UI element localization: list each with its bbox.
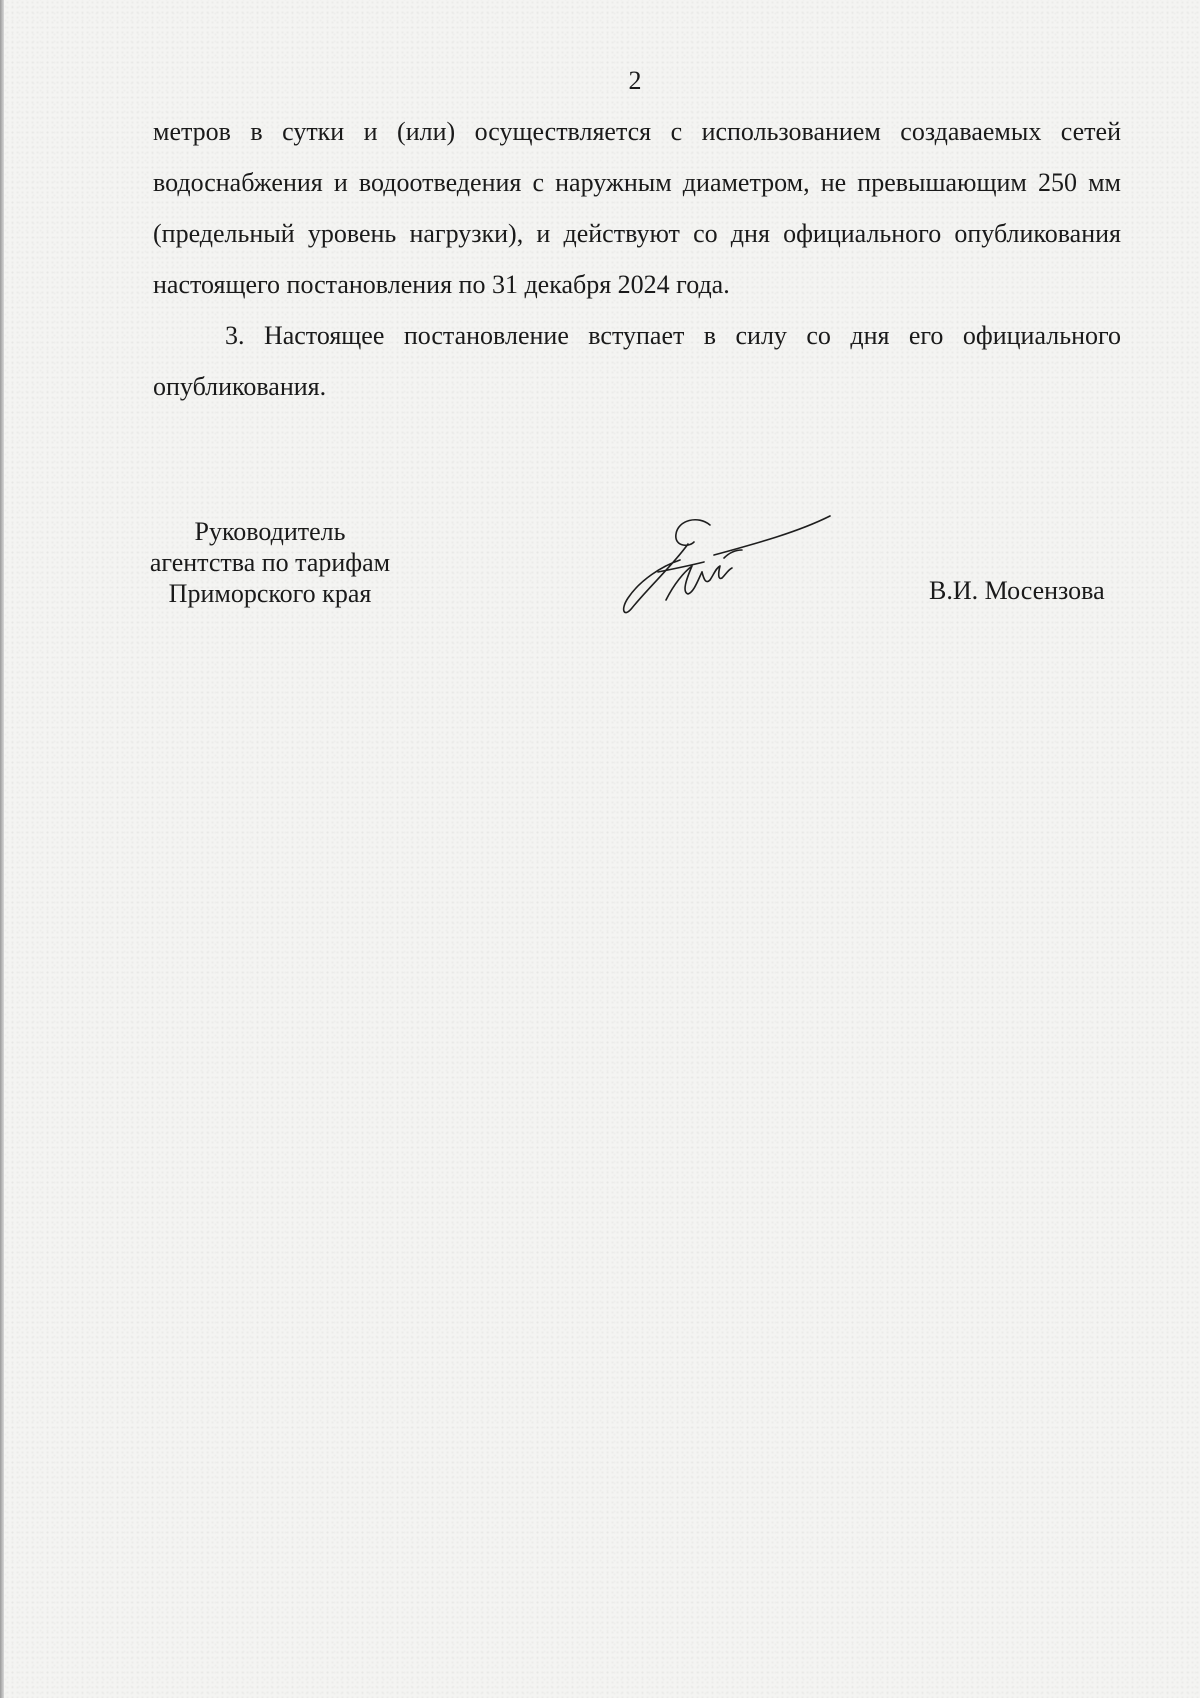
paragraph-continuation: метров в сутки и (или) осуществляется с использованием создаваемых сетей водоснабжения и водоотведения с наружным диаметром, не превышающим 250 мм (предельный уровень нагрузки), и действуют со дня официального опубликования настоящего постановления по 31 декабря 2024 года. <box>153 117 1121 299</box>
signatory-name: В.И. Мосензова <box>929 576 1105 605</box>
page-number: 2 <box>628 66 642 95</box>
paragraph-item-3: 3. Настоящее постановление вступает в силу со дня его официального опубликования. <box>153 321 1121 401</box>
signatory-position-line: Руководитель <box>194 517 346 546</box>
handwritten-signature-icon <box>618 510 833 620</box>
signatory-position-line: агентства по тарифам <box>149 548 391 577</box>
page-edge-shadow <box>0 0 4 1698</box>
document-body <box>153 106 1121 412</box>
signatory-position <box>100 516 440 609</box>
signatory-position-line: Приморского края <box>168 579 372 608</box>
